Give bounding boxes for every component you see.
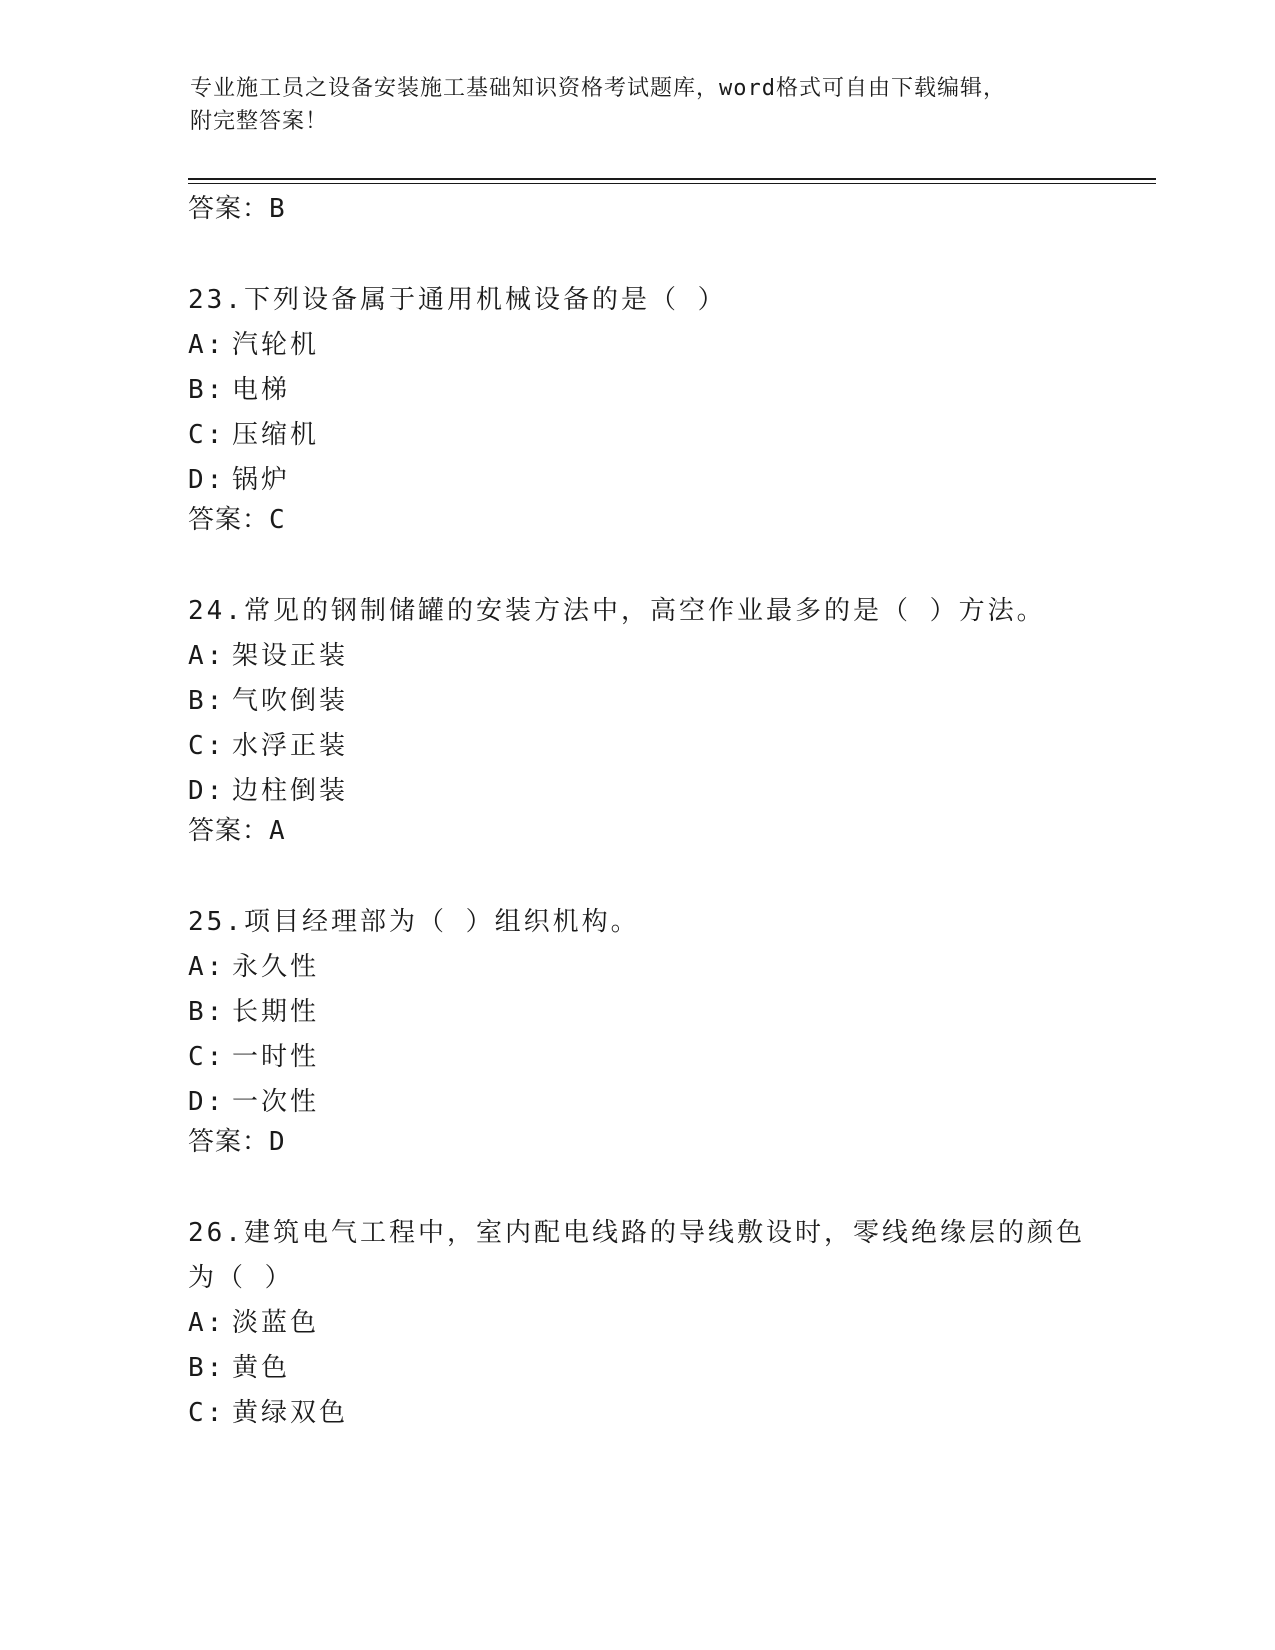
option-letter: B:: [188, 375, 226, 405]
answer-label: 答案：: [188, 194, 270, 224]
option-letter: C:: [188, 1042, 226, 1072]
question-list: [188, 192, 1088, 1436]
option-letter: D:: [188, 1087, 226, 1117]
question-stem-line-1: 26.建筑电气工程中，室内配电线路的导线敷设时，零线绝缘层的颜色: [188, 1218, 1085, 1248]
answer-value: A: [269, 816, 286, 846]
option-letter: A:: [188, 952, 226, 982]
option-letter: D:: [188, 465, 226, 495]
option-letter: D:: [188, 776, 226, 806]
option-text: 水浮正装: [232, 731, 349, 761]
question-answer: [188, 503, 1088, 537]
option-b: [188, 368, 1088, 413]
option-text: 黄绿双色: [232, 1398, 349, 1428]
answer-value: C: [269, 505, 286, 535]
option-text: 一次性: [232, 1087, 320, 1117]
option-letter: C:: [188, 1398, 226, 1428]
answer-value: D: [269, 1127, 286, 1157]
header-line-2: 附完整答案！: [190, 109, 329, 134]
option-c: [188, 724, 1088, 769]
option-text: 长期性: [232, 997, 320, 1027]
question-stem: 23.下列设备属于通用机械设备的是（ ）: [188, 285, 727, 315]
option-a: [188, 945, 1088, 990]
option-letter: B:: [188, 997, 226, 1027]
question-answer: [188, 814, 1088, 848]
answer-value: B: [269, 194, 286, 224]
option-a: [188, 1301, 1088, 1346]
previous-answer: [188, 192, 1088, 226]
option-d: [188, 769, 1088, 814]
option-a: [188, 323, 1088, 368]
option-c: [188, 1035, 1088, 1080]
question-25: [188, 900, 1088, 1159]
option-d: [188, 458, 1088, 503]
question-26: [188, 1211, 1088, 1436]
option-text: 电梯: [232, 375, 291, 405]
header-divider-thin: [188, 183, 1156, 184]
question-23: [188, 278, 1088, 537]
answer-label: 答案：: [188, 816, 270, 846]
question-stem: 24.常见的钢制储罐的安装方法中，高空作业最多的是（ ）方法。: [188, 596, 1046, 626]
option-text: 压缩机: [232, 420, 320, 450]
option-letter: A:: [188, 641, 226, 671]
header-divider-thick: [188, 178, 1156, 180]
option-letter: B:: [188, 1353, 226, 1383]
option-text: 气吹倒装: [232, 686, 349, 716]
option-letter: B:: [188, 686, 226, 716]
option-b: [188, 990, 1088, 1035]
option-c: [188, 413, 1088, 458]
option-text: 淡蓝色: [232, 1308, 320, 1338]
option-b: [188, 1346, 1088, 1391]
option-text: 黄色: [232, 1353, 291, 1383]
document-header: [190, 72, 1070, 138]
question-stem-line-2: 为（ ）: [188, 1263, 294, 1293]
option-letter: C:: [188, 420, 226, 450]
option-c: [188, 1391, 1088, 1436]
question-answer: [188, 1125, 1088, 1159]
option-b: [188, 679, 1088, 724]
option-text: 边柱倒装: [232, 776, 349, 806]
option-text: 一时性: [232, 1042, 320, 1072]
answer-label: 答案：: [188, 1127, 270, 1157]
option-text: 汽轮机: [232, 330, 320, 360]
answer-label: 答案：: [188, 505, 270, 535]
option-letter: C:: [188, 731, 226, 761]
option-text: 架设正装: [232, 641, 349, 671]
option-d: [188, 1080, 1088, 1125]
question-stem: 25.项目经理部为（ ）组织机构。: [188, 907, 640, 937]
header-line-1: 专业施工员之设备安装施工基础知识资格考试题库，word格式可自由下载编辑，: [190, 76, 1006, 101]
option-letter: A:: [188, 330, 226, 360]
option-text: 永久性: [232, 952, 320, 982]
option-a: [188, 634, 1088, 679]
question-24: [188, 589, 1088, 848]
option-letter: A:: [188, 1308, 226, 1338]
option-text: 锅炉: [232, 465, 291, 495]
